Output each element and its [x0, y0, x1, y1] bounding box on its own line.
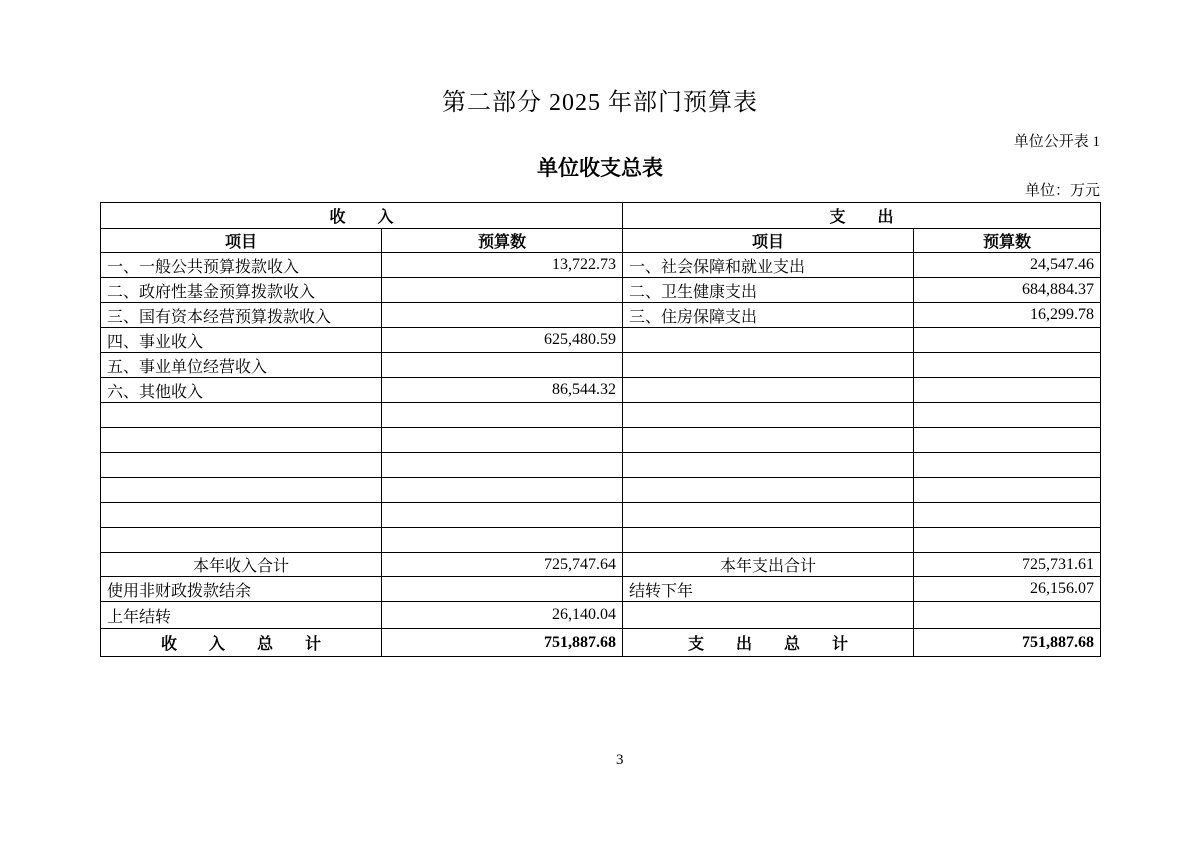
- expense-item-cell: 三、住房保障支出: [623, 303, 914, 328]
- expense-budget-col-header: 预算数: [914, 229, 1101, 253]
- expense-value-cell: [914, 453, 1101, 478]
- income-budget-col-header: 预算数: [382, 229, 623, 253]
- income-item-cell: 二、政府性基金预算拨款收入: [101, 278, 382, 303]
- expense-item-cell: [623, 428, 914, 453]
- document-title: 第二部分 2025 年部门预算表: [442, 90, 758, 116]
- table-row: [101, 629, 1101, 657]
- income-value-cell: [382, 353, 623, 378]
- income-value-cell: 26,140.04: [382, 602, 623, 629]
- income-value-cell: [382, 478, 623, 503]
- expense-value-cell: [914, 378, 1101, 403]
- table-row: [101, 303, 1101, 328]
- income-item-cell: 收 入 总 计: [101, 629, 382, 657]
- table-group-header-row: [101, 203, 1101, 229]
- income-item-cell: [101, 453, 382, 478]
- page-number: 3: [616, 752, 624, 768]
- income-item-cell: 一、一般公共预算拨款收入: [101, 253, 382, 278]
- expense-item-cell: 本年支出合计: [623, 553, 914, 577]
- expense-value-cell: 26,156.07: [914, 577, 1101, 602]
- table-row: [101, 503, 1101, 528]
- expense-item-cell: [623, 503, 914, 528]
- income-value-cell: 13,722.73: [382, 253, 623, 278]
- table-row: [101, 253, 1101, 278]
- table-row: [101, 278, 1101, 303]
- table-row: [101, 428, 1101, 453]
- sheet-label: 单位公开表 1: [1013, 134, 1100, 150]
- table-row: [101, 553, 1101, 577]
- expense-value-cell: [914, 428, 1101, 453]
- table-row: [101, 328, 1101, 353]
- table-column-header-row: [101, 229, 1101, 253]
- expense-value-cell: 725,731.61: [914, 553, 1101, 577]
- income-value-cell: 751,887.68: [382, 629, 623, 657]
- expense-value-cell: [914, 328, 1101, 353]
- income-value-cell: [382, 428, 623, 453]
- income-value-cell: 86,544.32: [382, 378, 623, 403]
- income-value-cell: 625,480.59: [382, 328, 623, 353]
- table-row: [101, 602, 1101, 629]
- expense-value-cell: 751,887.68: [914, 629, 1101, 657]
- expense-item-cell: 二、卫生健康支出: [623, 278, 914, 303]
- income-value-cell: [382, 453, 623, 478]
- expense-item-cell: [623, 478, 914, 503]
- unit-note: 单位：万元: [1024, 183, 1100, 199]
- income-value-cell: [382, 503, 623, 528]
- expense-value-cell: [914, 528, 1101, 553]
- expense-section-header: 支 出: [623, 203, 1101, 229]
- expense-value-cell: [914, 503, 1101, 528]
- income-item-cell: 使用非财政拨款结余: [101, 577, 382, 602]
- expense-item-cell: [623, 328, 914, 353]
- expense-value-cell: 16,299.78: [914, 303, 1101, 328]
- income-item-cell: [101, 528, 382, 553]
- income-value-cell: [382, 278, 623, 303]
- income-item-cell: 上年结转: [101, 602, 382, 629]
- expense-value-cell: [914, 403, 1101, 428]
- expense-value-cell: 684,884.37: [914, 278, 1101, 303]
- expense-value-cell: 24,547.46: [914, 253, 1101, 278]
- income-item-cell: 三、国有资本经营预算拨款收入: [101, 303, 382, 328]
- expense-item-cell: [623, 528, 914, 553]
- expense-item-col-header: 项目: [623, 229, 914, 253]
- expense-item-cell: [623, 403, 914, 428]
- expense-item-cell: 支 出 总 计: [623, 629, 914, 657]
- table-row: [101, 353, 1101, 378]
- income-value-cell: [382, 303, 623, 328]
- income-item-cell: 四、事业收入: [101, 328, 382, 353]
- income-item-cell: [101, 403, 382, 428]
- income-item-cell: 六、其他收入: [101, 378, 382, 403]
- income-item-cell: [101, 478, 382, 503]
- income-item-cell: 五、事业单位经营收入: [101, 353, 382, 378]
- income-value-cell: [382, 577, 623, 602]
- income-section-header: 收 入: [101, 203, 623, 229]
- expense-item-cell: [623, 378, 914, 403]
- expense-item-cell: [623, 453, 914, 478]
- budget-summary-table: [100, 202, 1101, 657]
- table-row: [101, 403, 1101, 428]
- table-body: [101, 253, 1101, 657]
- table-title: 单位收支总表: [537, 156, 663, 180]
- expense-value-cell: [914, 353, 1101, 378]
- table-row: [101, 577, 1101, 602]
- income-item-cell: [101, 503, 382, 528]
- expense-item-cell: 一、社会保障和就业支出: [623, 253, 914, 278]
- table-row: [101, 528, 1101, 553]
- table-row: [101, 478, 1101, 503]
- expense-item-cell: 结转下年: [623, 577, 914, 602]
- income-item-col-header: 项目: [101, 229, 382, 253]
- expense-item-cell: [623, 602, 914, 629]
- table-row: [101, 453, 1101, 478]
- table-row: [101, 378, 1101, 403]
- income-value-cell: 725,747.64: [382, 553, 623, 577]
- expense-value-cell: [914, 478, 1101, 503]
- income-item-cell: [101, 428, 382, 453]
- expense-value-cell: [914, 602, 1101, 629]
- income-item-cell: 本年收入合计: [101, 553, 382, 577]
- income-value-cell: [382, 528, 623, 553]
- expense-item-cell: [623, 353, 914, 378]
- income-value-cell: [382, 403, 623, 428]
